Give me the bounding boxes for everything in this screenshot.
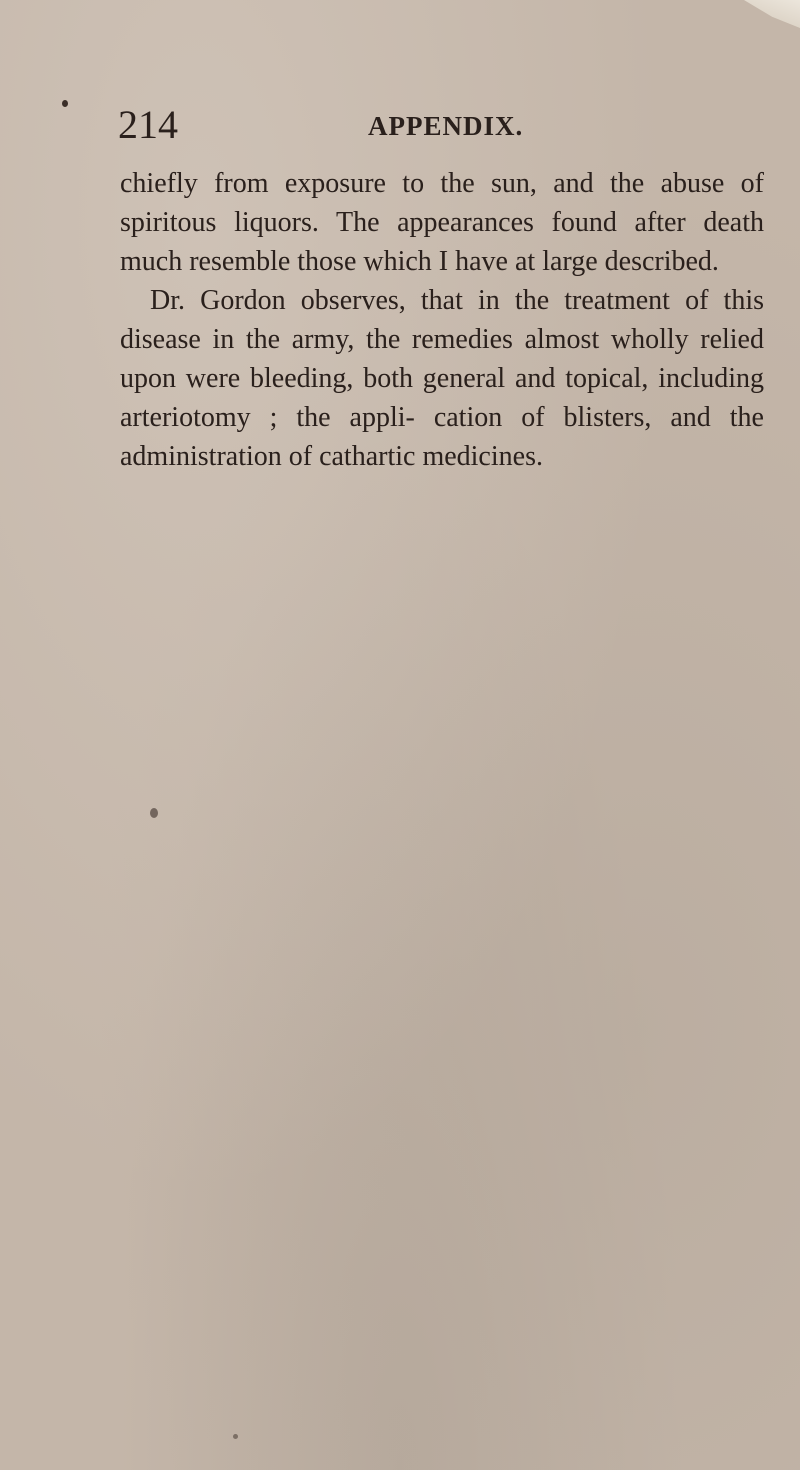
paper-speck: [233, 1434, 238, 1439]
paragraph-gordon: Dr. Gordon observes, that in the treatment of this disease in the army, the remedies almost wholly relied upon were bleeding, both general and topical, including arteriotomy ; the appli- cation of blisters, and the administration of cathartic medicines.: [120, 285, 764, 472]
torn-corner: [730, 0, 800, 28]
running-head: [118, 100, 678, 150]
page-number: 214: [118, 102, 178, 147]
paragraph-continuation: chiefly from exposure to the sun, and the abuse of spiritous liquors. The appearances found after death much resemble those which I have at large described.: [120, 168, 764, 277]
section-title: APPENDIX.: [368, 111, 524, 141]
paper-speck: [150, 808, 158, 818]
body-text: [120, 164, 764, 476]
paper-speck: [62, 100, 68, 107]
